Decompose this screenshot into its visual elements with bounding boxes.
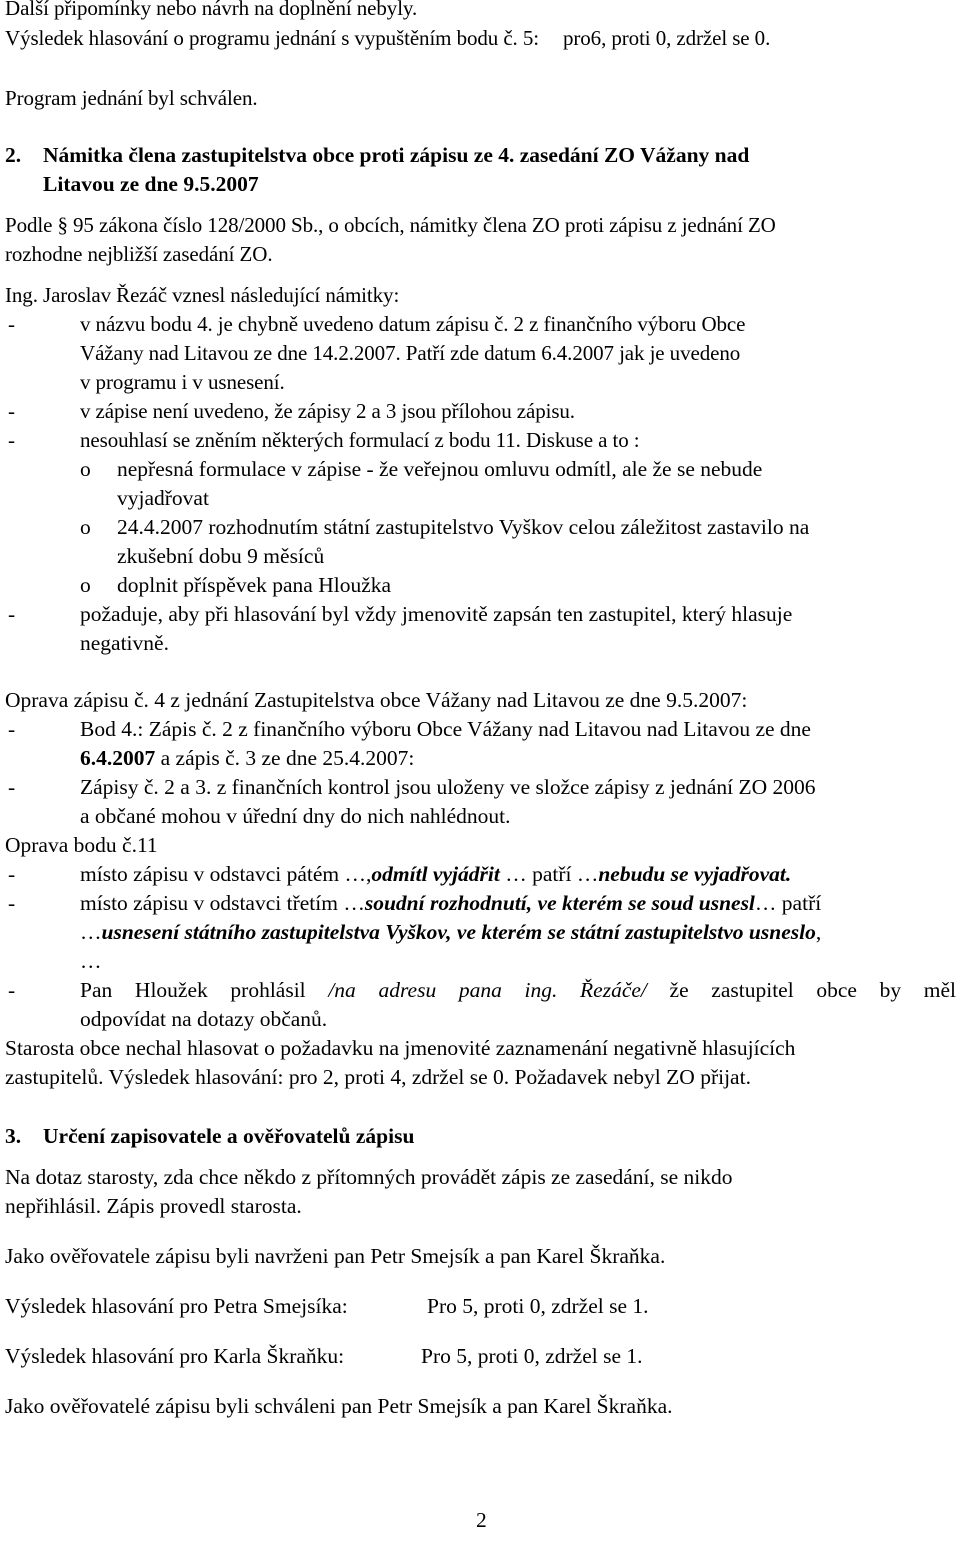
- inline-text: místo zápisu v odstavci třetím …: [80, 891, 365, 915]
- inline-text: ,: [815, 920, 822, 944]
- vote-values: Pro 5, proti 0, zdržel se 1.: [421, 1344, 643, 1368]
- paragraph: Na dotaz starosty, zda chce někdo z přítomných provádět zápis ze zasedání, se nikdo: [5, 1165, 733, 1189]
- list-item-cont: negativně.: [80, 631, 169, 655]
- dash-bullet: -: [8, 717, 16, 741]
- dash-bullet: -: [8, 862, 16, 886]
- dash-bullet: -: [8, 312, 15, 336]
- circle-bullet: o: [80, 515, 91, 539]
- italic-text: /na adresu pana ing. Řezáče/: [328, 978, 647, 1002]
- paragraph: zastupitelů. Výsledek hlasování: pro 2, proti 4, zdržel se 0. Požadavek nebyl ZO přijat.: [5, 1065, 751, 1089]
- list-item-cont: …: [80, 949, 102, 973]
- bold-italic-text: odmítl vyjádřit: [371, 862, 500, 886]
- inline-text: … patří …: [499, 862, 599, 886]
- list-item: [80, 976, 956, 1006]
- dash-bullet: -: [8, 602, 16, 626]
- bold-italic-text: usnesení státního zastupitelstva Vyškov, ve kterém se státní zastupitelstvo usneslo: [101, 920, 816, 944]
- dash-bullet: -: [8, 891, 16, 915]
- inline-text: …: [80, 920, 102, 944]
- list-item: [80, 889, 821, 919]
- list-item: Bod 4.: Zápis č. 2 z finančního výboru Obce Vážany nad Litavou nad Litavou ze dne: [80, 717, 811, 741]
- paragraph: rozhodne nejbližší zasedání ZO.: [5, 242, 273, 266]
- list-item: v názvu bodu 4. je chybně uvedeno datum zápisu č. 2 z finančního výboru Obce: [80, 312, 746, 336]
- dash-bullet: -: [8, 775, 16, 799]
- sublist-item-cont: vyjadřovat: [117, 486, 209, 510]
- dash-bullet: -: [8, 978, 16, 1002]
- sublist-item: doplnit příspěvek pana Hloužka: [117, 573, 392, 597]
- list-item-cont: [80, 918, 821, 948]
- section-heading: Námitka člena zastupitelstva obce proti zápisu ze 4. zasedání ZO Vážany nad: [43, 143, 750, 167]
- list-item-cont: a občané mohou v úřední dny do nich nahlédnout.: [80, 804, 511, 828]
- list-item-cont: v programu i v usnesení.: [80, 370, 285, 394]
- inline-text: místo zápisu v odstavci pátém …,: [80, 862, 372, 886]
- vote-label: Výsledek hlasování pro Petra Smejsíka:: [5, 1294, 348, 1318]
- list-item: nesouhlasí se zněním některých formulací z bodu 11. Diskuse a to :: [80, 428, 640, 452]
- bold-date: 6.4.2007: [80, 746, 156, 770]
- vote-result-values: pro6, proti 0, zdržel se 0.: [562, 26, 771, 50]
- list-item: požaduje, aby při hlasování byl vždy jmenovitě zapsán ten zastupitel, který hlasuje: [80, 602, 793, 626]
- vote-result-line: [5, 24, 770, 54]
- section-number: 2.: [5, 143, 22, 167]
- circle-bullet: o: [80, 457, 91, 481]
- objections-intro: Ing. Jaroslav Řezáč vznesl následující námitky:: [5, 283, 400, 307]
- dash-bullet: -: [8, 399, 15, 423]
- paragraph: Starosta obce nechal hlasovat o požadavku na jmenovité zaznamenání negativně hlasujících: [5, 1036, 796, 1060]
- inline-text: že zastupitel obce by měl: [646, 978, 957, 1002]
- paragraph: Jako ověřovatele zápisu byli navrženi pan Petr Smejsík a pan Karel Škraňka.: [5, 1244, 666, 1268]
- section-number: 3.: [5, 1124, 22, 1148]
- dash-bullet: -: [8, 428, 15, 452]
- list-item-cont: odpovídat na dotazy občanů.: [80, 1007, 328, 1031]
- program-approved: Program jednání byl schválen.: [5, 86, 258, 110]
- paragraph: nepřihlásil. Zápis provedl starosta.: [5, 1194, 302, 1218]
- list-item: v zápise není uvedeno, že zápisy 2 a 3 jsou přílohou zápisu.: [80, 399, 575, 423]
- bold-italic-text: nebudu se vyjadřovat.: [598, 862, 792, 886]
- correction-heading: Oprava zápisu č. 4 z jednání Zastupitelstva obce Vážany nad Litavou ze dne 9.5.2007:: [5, 688, 748, 712]
- list-item-cont: [80, 744, 414, 774]
- vote-values: Pro 5, proti 0, zdržel se 1.: [427, 1294, 649, 1318]
- sublist-item: 24.4.2007 rozhodnutím státní zastupitelstvo Vyškov celou záležitost zastavilo na: [117, 515, 810, 539]
- section-heading-cont: Litavou ze dne 9.5.2007: [43, 172, 259, 196]
- vote-label: Výsledek hlasování pro Karla Škraňku:: [5, 1344, 345, 1368]
- sublist-item-cont: zkušební dobu 9 měsíců: [117, 544, 325, 568]
- bold-italic-text: soudní rozhodnutí, ve kterém se soud usnesl: [364, 891, 755, 915]
- paragraph: Podle § 95 zákona číslo 128/2000 Sb., o obcích, námitky člena ZO proti zápisu z jednání ZO: [5, 213, 776, 237]
- page-number: 2: [476, 1508, 487, 1532]
- inline-text: Pan Hloužek prohlásil: [80, 978, 329, 1002]
- list-item: Zápisy č. 2 a 3. z finančních kontrol jsou uloženy ve složce zápisy z jednání ZO 2006: [80, 775, 816, 799]
- sublist-item: nepřesná formulace v zápise - že veřejnou omluvu odmítl, ale že se nebude: [117, 457, 763, 481]
- list-item: [80, 860, 791, 890]
- correction-subheading: Oprava bodu č.11: [5, 833, 158, 857]
- text-line: Další připomínky nebo návrh na doplnění nebyly.: [5, 0, 418, 20]
- vote-result-label: Výsledek hlasování o programu jednání s vypuštěním bodu č. 5:: [5, 26, 539, 50]
- inline-text: a zápis č. 3 ze dne 25.4.2007:: [155, 746, 415, 770]
- list-item-cont: Vážany nad Litavou ze dne 14.2.2007. Patří zde datum 6.4.2007 jak je uvedeno: [80, 341, 741, 365]
- section-heading: Určení zapisovatele a ověřovatelů zápisu: [43, 1124, 415, 1148]
- paragraph: Jako ověřovatelé zápisu byli schváleni pan Petr Smejsík a pan Karel Škraňka.: [5, 1394, 673, 1418]
- inline-text: … patří: [754, 891, 822, 915]
- circle-bullet: o: [80, 573, 91, 597]
